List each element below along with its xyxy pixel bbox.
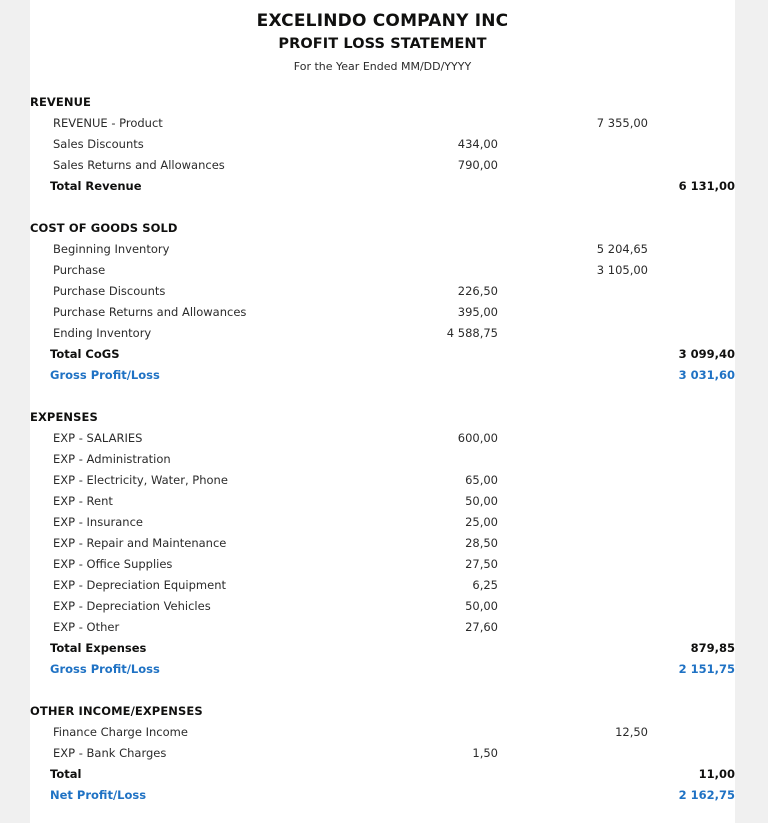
report-title: PROFIT LOSS STATEMENT bbox=[278, 36, 487, 52]
amount-column-1 bbox=[390, 764, 498, 785]
amount-column-3: 6 131,00 bbox=[678, 179, 735, 193]
line-item-label: Gross Profit/Loss bbox=[50, 368, 160, 382]
amount-column-2 bbox=[498, 596, 648, 617]
line-item-row bbox=[30, 743, 735, 764]
amount-column-1 bbox=[390, 722, 498, 743]
amount-column-1: 27,50 bbox=[465, 557, 498, 571]
profit-loss-table bbox=[30, 92, 735, 806]
amount-column-2: 3 105,00 bbox=[596, 263, 648, 277]
spacer-cell bbox=[30, 680, 735, 701]
line-item-row bbox=[30, 239, 735, 260]
amount-column-1 bbox=[390, 113, 498, 134]
amount-column-1 bbox=[390, 260, 498, 281]
empty-cell bbox=[648, 218, 735, 239]
empty-cell bbox=[498, 701, 648, 722]
line-item-row bbox=[30, 281, 735, 302]
amount-column-2 bbox=[498, 302, 648, 323]
amount-column-1 bbox=[390, 365, 498, 386]
amount-column-2 bbox=[498, 449, 648, 470]
section-heading: COST OF GOODS SOLD bbox=[30, 221, 178, 235]
section-heading: REVENUE bbox=[30, 95, 91, 109]
amount-column-2 bbox=[498, 365, 648, 386]
amount-column-1: 4 588,75 bbox=[446, 326, 498, 340]
line-item-row bbox=[30, 722, 735, 743]
line-item-label: Net Profit/Loss bbox=[50, 788, 147, 802]
amount-column-1 bbox=[390, 176, 498, 197]
amount-column-1: 226,50 bbox=[457, 284, 498, 298]
empty-cell bbox=[390, 701, 498, 722]
empty-cell bbox=[498, 218, 648, 239]
empty-cell bbox=[498, 92, 648, 113]
amount-column-3 bbox=[648, 743, 735, 764]
profit-row bbox=[30, 785, 735, 806]
line-item-row bbox=[30, 449, 735, 470]
line-item-label: Total Revenue bbox=[50, 179, 142, 193]
document-header bbox=[30, 0, 735, 76]
amount-column-3 bbox=[648, 281, 735, 302]
line-item-row bbox=[30, 617, 735, 638]
section-spacer bbox=[30, 386, 735, 407]
line-item-label: Finance Charge Income bbox=[53, 725, 188, 739]
section-heading-row bbox=[30, 218, 735, 239]
amount-column-3: 11,00 bbox=[698, 767, 735, 781]
amount-column-1: 50,00 bbox=[465, 599, 498, 613]
line-item-label: Sales Returns and Allowances bbox=[53, 158, 225, 172]
line-item-row bbox=[30, 554, 735, 575]
amount-column-3 bbox=[648, 155, 735, 176]
amount-column-2 bbox=[498, 575, 648, 596]
line-item-label: EXP - Depreciation Vehicles bbox=[53, 599, 211, 613]
line-item-row bbox=[30, 491, 735, 512]
amount-column-3 bbox=[648, 323, 735, 344]
amount-column-3 bbox=[648, 260, 735, 281]
line-item-label: EXP - Bank Charges bbox=[53, 746, 167, 760]
amount-column-1: 28,50 bbox=[465, 536, 498, 550]
amount-column-2 bbox=[498, 176, 648, 197]
line-item-row bbox=[30, 428, 735, 449]
amount-column-3 bbox=[648, 533, 735, 554]
line-item-row bbox=[30, 470, 735, 491]
amount-column-2 bbox=[498, 134, 648, 155]
amount-column-1: 600,00 bbox=[457, 431, 498, 445]
line-item-row bbox=[30, 512, 735, 533]
line-item-label: Purchase bbox=[53, 263, 106, 277]
amount-column-1: 395,00 bbox=[457, 305, 498, 319]
amount-column-3: 879,85 bbox=[690, 641, 735, 655]
amount-column-3 bbox=[648, 575, 735, 596]
line-item-label: EXP - Depreciation Equipment bbox=[53, 578, 226, 592]
total-row bbox=[30, 638, 735, 659]
amount-column-2 bbox=[498, 659, 648, 680]
amount-column-2 bbox=[498, 491, 648, 512]
line-item-label: Beginning Inventory bbox=[53, 242, 170, 256]
section-heading-row bbox=[30, 92, 735, 113]
amount-column-3 bbox=[648, 428, 735, 449]
amount-column-2 bbox=[498, 470, 648, 491]
amount-column-3: 3 031,60 bbox=[678, 368, 735, 382]
line-item-label: EXP - SALARIES bbox=[53, 431, 143, 445]
total-row bbox=[30, 344, 735, 365]
line-item-row bbox=[30, 134, 735, 155]
section-spacer bbox=[30, 197, 735, 218]
amount-column-3 bbox=[648, 596, 735, 617]
amount-column-3 bbox=[648, 239, 735, 260]
amount-column-1: 65,00 bbox=[465, 473, 498, 487]
amount-column-2 bbox=[498, 512, 648, 533]
line-item-row bbox=[30, 596, 735, 617]
amount-column-2 bbox=[498, 344, 648, 365]
amount-column-1 bbox=[390, 344, 498, 365]
line-item-label: Ending Inventory bbox=[53, 326, 152, 340]
amount-column-3 bbox=[648, 113, 735, 134]
amount-column-2 bbox=[498, 428, 648, 449]
section-heading-row bbox=[30, 701, 735, 722]
amount-column-3 bbox=[648, 554, 735, 575]
amount-column-1: 50,00 bbox=[465, 494, 498, 508]
amount-column-2 bbox=[498, 638, 648, 659]
statement-body bbox=[30, 92, 735, 806]
amount-column-3 bbox=[648, 134, 735, 155]
line-item-label: EXP - Insurance bbox=[53, 515, 143, 529]
document-page bbox=[30, 0, 735, 823]
profit-row bbox=[30, 659, 735, 680]
amount-column-1: 434,00 bbox=[457, 137, 498, 151]
amount-column-3: 3 099,40 bbox=[678, 347, 735, 361]
line-item-label: REVENUE - Product bbox=[53, 116, 163, 130]
empty-cell bbox=[648, 407, 735, 428]
amount-column-1: 27,60 bbox=[465, 620, 498, 634]
line-item-label: Total CoGS bbox=[50, 347, 120, 361]
amount-column-3 bbox=[648, 449, 735, 470]
line-item-label: Total Expenses bbox=[50, 641, 147, 655]
amount-column-1: 25,00 bbox=[465, 515, 498, 529]
line-item-label: Sales Discounts bbox=[53, 137, 144, 151]
amount-column-1: 6,25 bbox=[472, 578, 498, 592]
amount-column-3 bbox=[648, 302, 735, 323]
amount-column-3 bbox=[648, 470, 735, 491]
amount-column-2 bbox=[498, 743, 648, 764]
line-item-label: EXP - Rent bbox=[53, 494, 113, 508]
amount-column-1 bbox=[390, 785, 498, 806]
section-spacer bbox=[30, 680, 735, 701]
amount-column-1 bbox=[390, 638, 498, 659]
empty-cell bbox=[648, 701, 735, 722]
amount-column-2 bbox=[498, 764, 648, 785]
amount-column-2 bbox=[498, 617, 648, 638]
amount-column-2 bbox=[498, 785, 648, 806]
empty-cell bbox=[390, 92, 498, 113]
line-item-row bbox=[30, 260, 735, 281]
line-item-row bbox=[30, 575, 735, 596]
section-heading: OTHER INCOME/EXPENSES bbox=[30, 704, 203, 718]
amount-column-2 bbox=[498, 281, 648, 302]
amount-column-1 bbox=[390, 239, 498, 260]
line-item-label: EXP - Other bbox=[53, 620, 120, 634]
amount-column-1 bbox=[390, 449, 498, 470]
line-item-row bbox=[30, 302, 735, 323]
total-row bbox=[30, 764, 735, 785]
line-item-row bbox=[30, 155, 735, 176]
line-item-label: EXP - Electricity, Water, Phone bbox=[53, 473, 228, 487]
empty-cell bbox=[390, 407, 498, 428]
line-item-label: EXP - Office Supplies bbox=[53, 557, 173, 571]
profit-row bbox=[30, 365, 735, 386]
line-item-row bbox=[30, 113, 735, 134]
line-item-label: Purchase Discounts bbox=[53, 284, 166, 298]
amount-column-1: 790,00 bbox=[457, 158, 498, 172]
line-item-label: EXP - Administration bbox=[53, 452, 171, 466]
amount-column-2 bbox=[498, 155, 648, 176]
amount-column-2: 5 204,65 bbox=[596, 242, 648, 256]
spacer-cell bbox=[30, 386, 735, 407]
empty-cell bbox=[390, 218, 498, 239]
amount-column-1: 1,50 bbox=[472, 746, 498, 760]
amount-column-3 bbox=[648, 491, 735, 512]
amount-column-2: 7 355,00 bbox=[596, 116, 648, 130]
company-name: EXCELINDO COMPANY INC bbox=[256, 11, 509, 31]
section-heading: EXPENSES bbox=[30, 410, 98, 424]
amount-column-3 bbox=[648, 512, 735, 533]
line-item-row bbox=[30, 533, 735, 554]
amount-column-2: 12,50 bbox=[615, 725, 648, 739]
section-heading-row bbox=[30, 407, 735, 428]
amount-column-2 bbox=[498, 554, 648, 575]
empty-cell bbox=[648, 92, 735, 113]
amount-column-3 bbox=[648, 617, 735, 638]
amount-column-2 bbox=[498, 323, 648, 344]
spacer-cell bbox=[30, 197, 735, 218]
line-item-row bbox=[30, 323, 735, 344]
report-period: For the Year Ended MM/DD/YYYY bbox=[293, 60, 472, 73]
amount-column-1 bbox=[390, 659, 498, 680]
line-item-label: EXP - Repair and Maintenance bbox=[53, 536, 227, 550]
empty-cell bbox=[498, 407, 648, 428]
amount-column-3: 2 162,75 bbox=[678, 788, 735, 802]
amount-column-3: 2 151,75 bbox=[678, 662, 735, 676]
line-item-label: Gross Profit/Loss bbox=[50, 662, 160, 676]
amount-column-2 bbox=[498, 533, 648, 554]
line-item-label: Purchase Returns and Allowances bbox=[53, 305, 247, 319]
line-item-label: Total bbox=[50, 767, 82, 781]
amount-column-3 bbox=[648, 722, 735, 743]
total-row bbox=[30, 176, 735, 197]
